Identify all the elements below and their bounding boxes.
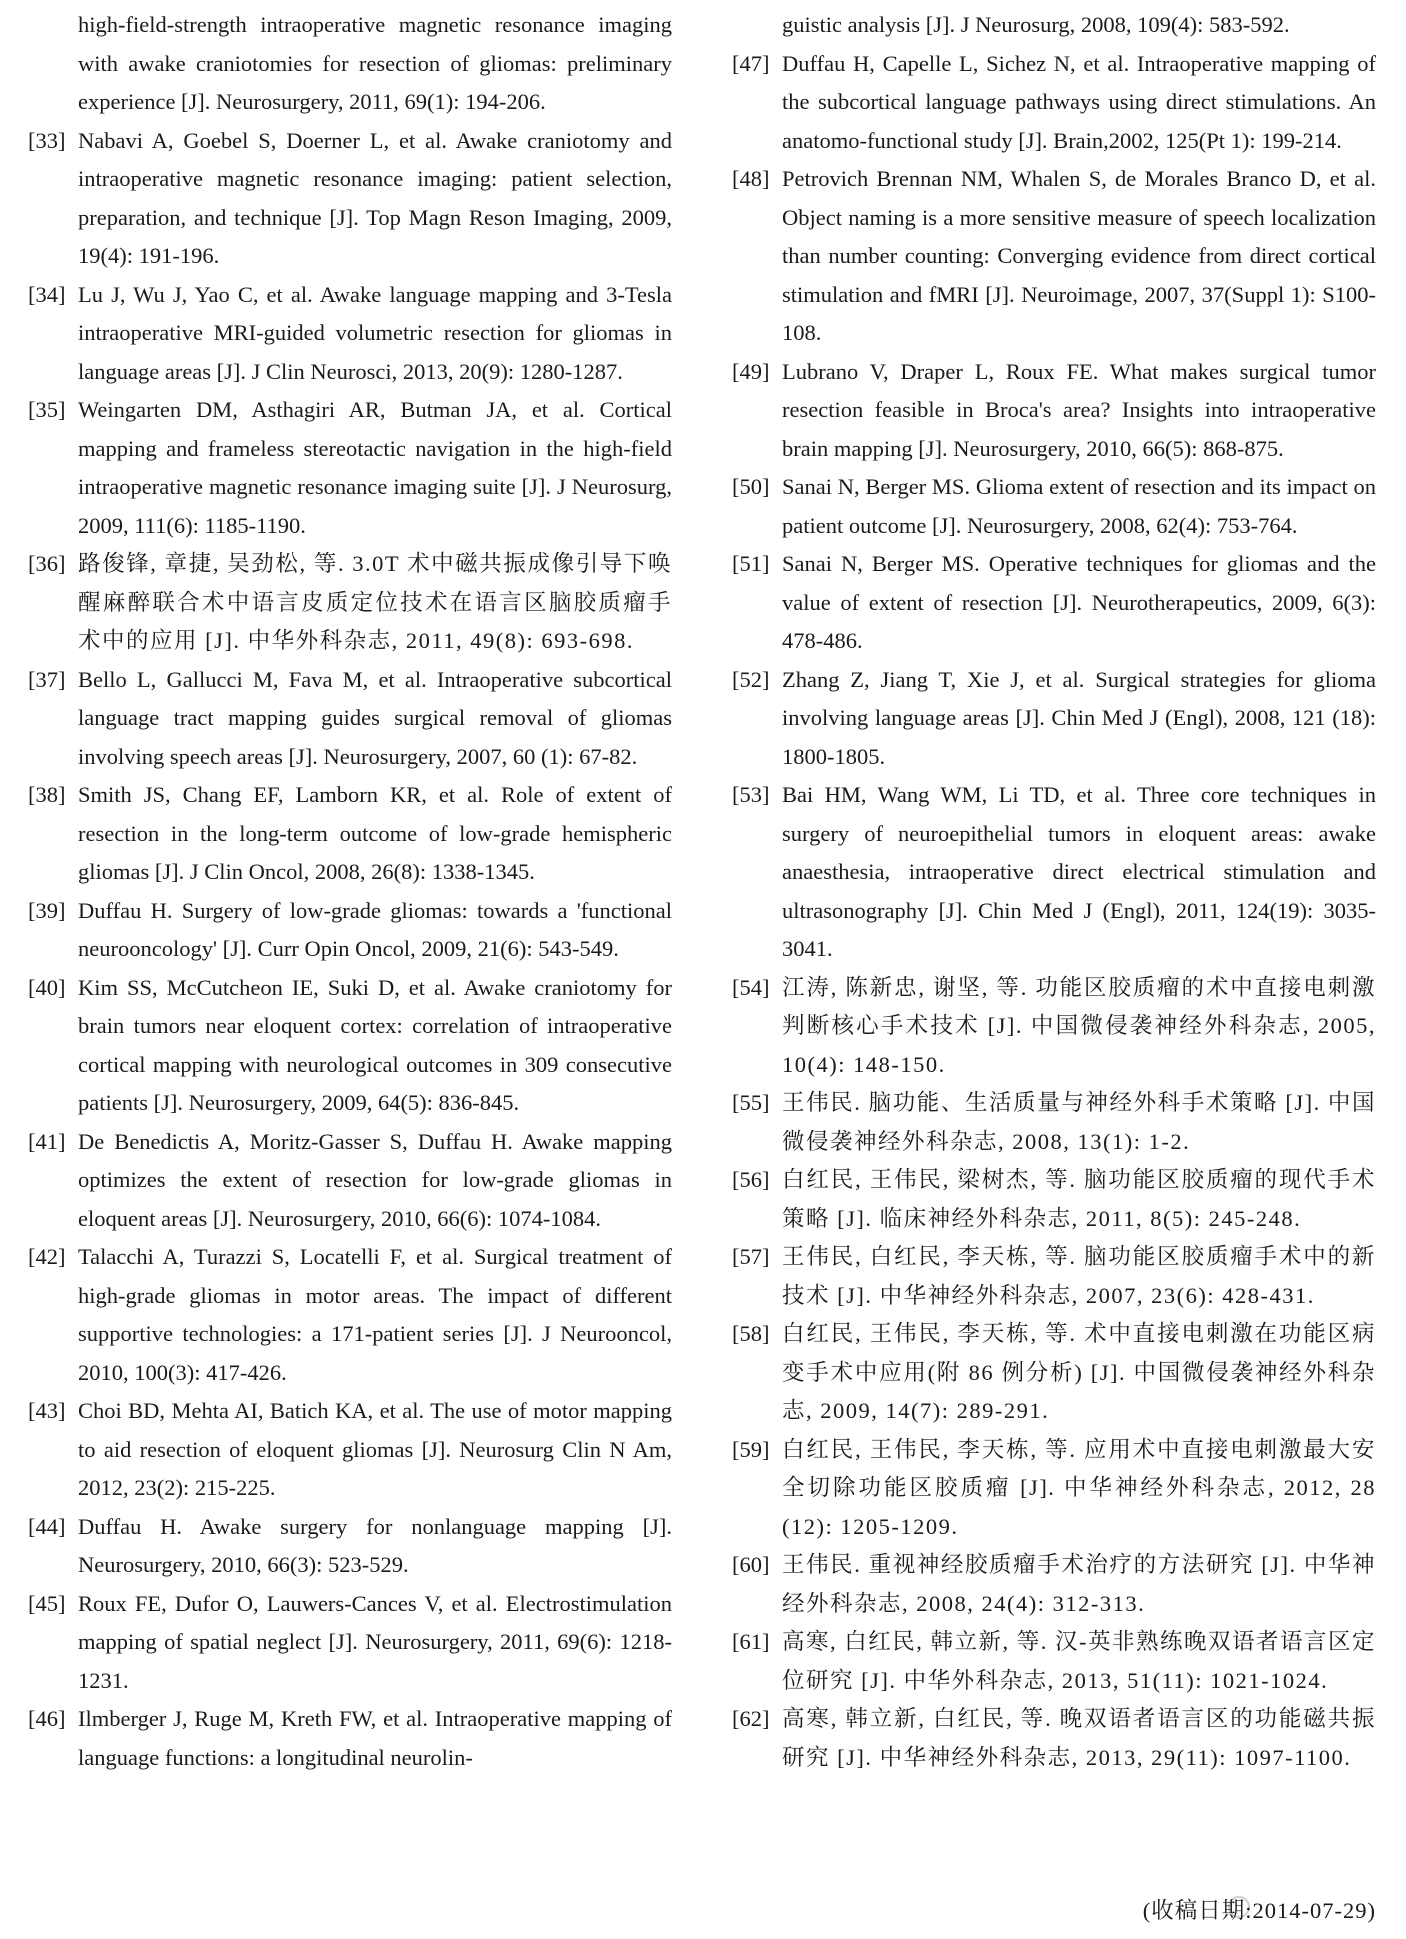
- reference-text: Sanai N, Berger MS. Glioma extent of resection and its impact on patient outcome [J]. Neurosurgery, 2008, 62(4): 753-764.: [782, 474, 1376, 538]
- reference-number: [62]: [732, 1706, 770, 1731]
- reference-text: 王伟民. 重视神经胶质瘤手术治疗的方法研究 [J]. 中华神经外科杂志, 2008, 24(4): 312-313.: [782, 1552, 1376, 1616]
- reference-item: [28, 892, 672, 969]
- reference-text: Zhang Z, Jiang T, Xie J, et al. Surgical strategies for glioma involving language areas [J]. Chin Med J (Engl), 2008, 121 (18): 1800-1805.: [782, 666, 1376, 769]
- reference-list: [732, 45, 1376, 1778]
- reference-number: [54]: [732, 974, 770, 1000]
- reference-item: [732, 1238, 1376, 1315]
- reference-item: [28, 1585, 672, 1701]
- reference-text: Weingarten DM, Asthagiri AR, Butman JA, et al. Cortical mapping and frameless stereotactic navigation in the high-field intraoperative magnetic resonance imaging suite [J]. J Neurosurg, 2009, 111(6): 1185-1190.: [78, 397, 672, 538]
- reference-number: [45]: [28, 1590, 66, 1616]
- reference-number: [58]: [732, 1321, 770, 1346]
- reference-number: [40]: [28, 974, 66, 1000]
- reference-number: [43]: [28, 1398, 66, 1423]
- reference-text: 白红民, 王伟民, 李天栋, 等. 应用术中直接电刺激最大安全切除功能区胶质瘤 [J]. 中华神经外科杂志, 2012, 28 (12): 1205-1209.: [782, 1436, 1376, 1539]
- reference-item: [732, 776, 1376, 969]
- left-column: [28, 6, 672, 1777]
- reference-text: Ilmberger J, Ruge M, Kreth FW, et al. Intraoperative mapping of language functions: a longitudinal neurolin-: [78, 1706, 672, 1770]
- reference-number: [47]: [732, 50, 770, 76]
- reference-number: [41]: [28, 1128, 66, 1154]
- reference-item: [28, 545, 672, 661]
- received-date: (收稿日期:2014-07-29): [1142, 1898, 1376, 1923]
- reference-continuation: high-field-strength intraoperative magnetic resonance imaging with awake craniotomies for resection of gliomas: preliminary experience [J]. Neurosurgery, 2011, 69(1): 194-206.: [78, 12, 672, 114]
- reference-number: [39]: [28, 897, 66, 923]
- reference-number: [36]: [28, 551, 66, 576]
- reference-number: [44]: [28, 1513, 66, 1539]
- reference-number: [38]: [28, 782, 66, 807]
- reference-number: [49]: [732, 358, 770, 384]
- reference-text: 白红民, 王伟民, 李天栋, 等. 术中直接电刺激在功能区病变手术中应用(附 86 例分析) [J]. 中国微侵袭神经外科杂志, 2009, 14(7): 289-291.: [782, 1321, 1376, 1423]
- reference-number: [52]: [732, 666, 770, 692]
- reference-number: [48]: [732, 166, 770, 191]
- reference-item: [732, 1161, 1376, 1238]
- reference-text: 高寒, 韩立新, 白红民, 等. 晚双语者语言区的功能磁共振研究 [J]. 中华神经外科杂志, 2013, 29(11): 1097-1100.: [782, 1706, 1376, 1770]
- reference-item: [28, 122, 672, 276]
- reference-item: [732, 1700, 1376, 1777]
- reference-text: 白红民, 王伟民, 梁树杰, 等. 脑功能区胶质瘤的现代手术策略 [J]. 临床神经外科杂志, 2011, 8(5): 245-248.: [782, 1167, 1376, 1231]
- reference-item: [732, 1315, 1376, 1431]
- reference-number: [42]: [28, 1244, 66, 1269]
- reference-item: [732, 969, 1376, 1085]
- reference-item: [28, 391, 672, 545]
- reference-text: Duffau H. Surgery of low-grade gliomas: towards a 'functional neurooncology' [J]. Curr Opin Oncol, 2009, 21(6): 543-549.: [78, 897, 672, 961]
- reference-list: [28, 122, 672, 1778]
- reference-item: [732, 160, 1376, 353]
- reference-text: Duffau H, Capelle L, Sichez N, et al. Intraoperative mapping of the subcortical language pathways using direct stimulations. An anatomo-functional study [J]. Brain,2002, 125(Pt 1): 199-214.: [782, 50, 1376, 153]
- reference-item: [732, 45, 1376, 161]
- reference-item: [732, 1084, 1376, 1161]
- reference-item: [28, 661, 672, 777]
- reference-text: Roux FE, Dufor O, Lauwers-Cances V, et al. Electrostimulation mapping of spatial neglect [J]. Neurosurgery, 2011, 69(6): 1218-1231.: [78, 1590, 672, 1693]
- reference-text: 江涛, 陈新忠, 谢坚, 等. 功能区胶质瘤的术中直接电刺激判断核心手术技术 [J]. 中国微侵袭神经外科杂志, 2005, 10(4): 148-150.: [782, 974, 1376, 1077]
- reference-item: [732, 1431, 1376, 1547]
- reference-text: Sanai N, Berger MS. Operative techniques for gliomas and the value of extent of resection [J]. Neurotherapeutics, 2009, 6(3): 478-486.: [782, 551, 1376, 653]
- reference-item: [732, 468, 1376, 545]
- reference-text: Lubrano V, Draper L, Roux FE. What makes surgical tumor resection feasible in Broca's area? Insights into intraoperative brain mapping [J]. Neurosurgery, 2010, 66(5): 868-875.: [782, 358, 1376, 461]
- reference-number: [59]: [732, 1436, 770, 1462]
- reference-number: [51]: [732, 551, 770, 576]
- reference-text: 王伟民. 脑功能、生活质量与神经外科手术策略 [J]. 中国微侵袭神经外科杂志, 2008, 13(1): 1-2.: [782, 1090, 1376, 1154]
- reference-number: [35]: [28, 397, 66, 422]
- reference-number: [46]: [28, 1706, 66, 1731]
- reference-item: [732, 1546, 1376, 1623]
- reference-item: [732, 1623, 1376, 1700]
- reference-item: [28, 1392, 672, 1508]
- reference-item: [28, 1700, 672, 1777]
- right-column: [732, 6, 1376, 1777]
- reference-item: [732, 545, 1376, 661]
- reference-item: [28, 276, 672, 392]
- reference-text: 王伟民, 白红民, 李天栋, 等. 脑功能区胶质瘤手术中的新技术 [J]. 中华神经外科杂志, 2007, 23(6): 428-431.: [782, 1244, 1376, 1308]
- reference-item: [28, 1238, 672, 1392]
- reference-item: [732, 353, 1376, 469]
- reference-text: Bello L, Gallucci M, Fava M, et al. Intraoperative subcortical language tract mapping guides surgical removal of gliomas involving speech areas [J]. Neurosurgery, 2007, 60 (1): 67-82.: [78, 666, 672, 769]
- reference-number: [56]: [732, 1167, 770, 1192]
- reference-text: Choi BD, Mehta AI, Batich KA, et al. The use of motor mapping to aid resection of eloquent gliomas [J]. Neurosurg Clin N Am, 2012, 23(2): 215-225.: [78, 1398, 672, 1500]
- reference-text: De Benedictis A, Moritz-Gasser S, Duffau H. Awake mapping optimizes the extent of resection for low-grade gliomas in eloquent areas [J]. Neurosurgery, 2010, 66(6): 1074-1084.: [78, 1128, 672, 1231]
- reference-number: [33]: [28, 127, 66, 153]
- reference-text: Bai HM, Wang WM, Li TD, et al. Three core techniques in surgery of neuroepithelial tumors in eloquent areas: awake anaesthesia, intraoperative direct electrical stimulation and ultrasonography [J]. Chin Med J (Engl), 2011, 124(19): 3035-3041.: [782, 782, 1376, 961]
- reference-text: Petrovich Brennan NM, Whalen S, de Morales Branco D, et al. Object naming is a more sensitive measure of speech localization than number counting: Converging evidence from direct cortical stimulation and fMRI [J]. Neuroimage, 2007, 37(Suppl 1): S100-108.: [782, 166, 1376, 345]
- reference-number: [37]: [28, 666, 66, 692]
- reference-text: Smith JS, Chang EF, Lamborn KR, et al. Role of extent of resection in the long-term outcome of low-grade hemispheric gliomas [J]. J Clin Oncol, 2008, 26(8): 1338-1345.: [78, 782, 672, 884]
- reference-number: [53]: [732, 782, 770, 807]
- reference-text: Nabavi A, Goebel S, Doerner L, et al. Awake craniotomy and intraoperative magnetic resonance imaging: patient selection, preparation, and technique [J]. Top Magn Reson Imaging, 2009, 19(4): 191-196.: [78, 127, 672, 268]
- reference-text: 高寒, 白红民, 韩立新, 等. 汉-英非熟练晚双语者语言区定位研究 [J]. 中华外科杂志, 2013, 51(11): 1021-1024.: [782, 1629, 1376, 1693]
- reference-number: [55]: [732, 1090, 770, 1115]
- reference-number: [57]: [732, 1244, 770, 1269]
- reference-item: [28, 776, 672, 892]
- reference-item: [28, 1123, 672, 1239]
- reference-text: Talacchi A, Turazzi S, Locatelli F, et al. Surgical treatment of high-grade gliomas in motor areas. The impact of different supportive technologies: a 171-patient series [J]. J Neurooncol, 2010, 100(3): 417-426.: [78, 1244, 672, 1385]
- reference-text: Kim SS, McCutcheon IE, Suki D, et al. Awake craniotomy for brain tumors near eloquent cortex: correlation of intraoperative cortical mapping with neurological outcomes in 309 consecutive patients [J]. Neurosurgery, 2009, 64(5): 836-845.: [78, 974, 672, 1115]
- reference-continuation: guistic analysis [J]. J Neurosurg, 2008, 109(4): 583-592.: [782, 12, 1290, 37]
- reference-item: [732, 661, 1376, 777]
- reference-text: Lu J, Wu J, Yao C, et al. Awake language mapping and 3-Tesla intraoperative MRI-guided volumetric resection for gliomas in language areas [J]. J Clin Neurosci, 2013, 20(9): 1280-1287.: [78, 281, 672, 384]
- reference-text: Duffau H. Awake surgery for nonlanguage mapping [J]. Neurosurgery, 2010, 66(3): 523-529.: [78, 1513, 672, 1577]
- reference-number: [50]: [732, 474, 770, 499]
- reference-item: [28, 969, 672, 1123]
- reference-number: [34]: [28, 281, 66, 307]
- reference-item: [28, 1508, 672, 1585]
- reference-text: 路俊锋, 章捷, 吴劲松, 等. 3.0T 术中磁共振成像引导下唤醒麻醉联合术中语言皮质定位技术在语言区脑胶质瘤手术中的应用 [J]. 中华外科杂志, 2011, 49(8): 693-698.: [78, 551, 672, 653]
- reference-number: [61]: [732, 1629, 770, 1654]
- reference-number: [60]: [732, 1552, 770, 1577]
